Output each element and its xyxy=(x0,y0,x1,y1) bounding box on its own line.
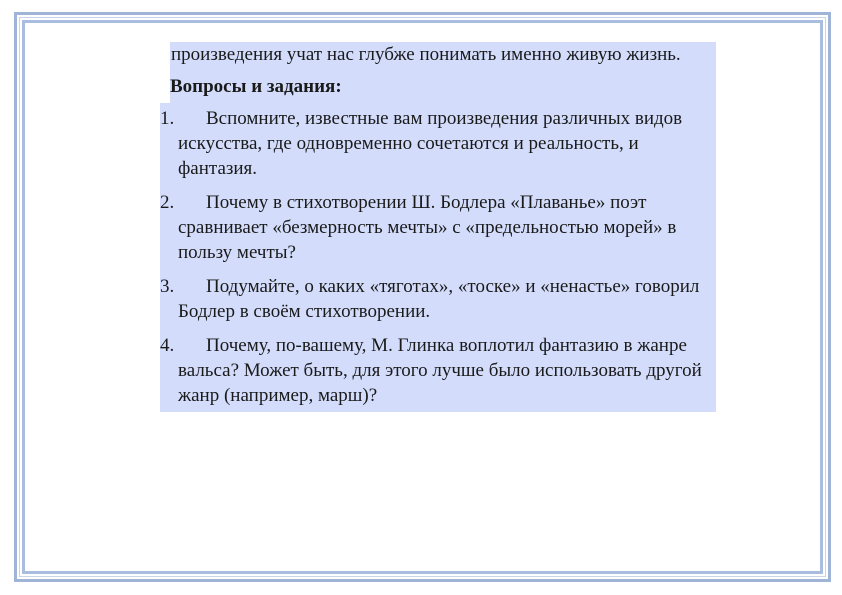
question-item xyxy=(160,330,716,412)
question-number: 2. xyxy=(160,192,175,213)
question-number: 1. xyxy=(160,108,175,129)
questions-list xyxy=(160,103,716,412)
question-text: Почему в стихотворении Ш. Бодлера «Плаванье» поэт сравнивает «безмерность мечты» с «предельностью морей» в пользу мечты? xyxy=(178,192,677,263)
question-item xyxy=(160,271,716,330)
question-item xyxy=(160,187,716,271)
question-number: 3. xyxy=(160,276,175,297)
questions-heading: Вопросы и задания: xyxy=(170,67,716,103)
intro-paragraph: произведения учат нас глубже понимать именно живую жизнь. xyxy=(170,42,716,67)
question-text: Вспомните, известные вам произведения различных видов искусства, где одновременно сочетаются и реальность, и фантазия. xyxy=(178,108,683,179)
question-item xyxy=(160,103,716,187)
question-text: Подумайте, о каких «тяготах», «тоске» и «ненастье» говорил Бодлер в своём стихотворении. xyxy=(178,276,700,322)
question-number: 4. xyxy=(160,335,175,356)
question-text: Почему, по-вашему, М. Глинка воплотил фантазию в жанре вальса? Может быть, для этого лучше было использовать другой жанр (например, марш)? xyxy=(178,335,702,406)
slide-content xyxy=(160,42,716,412)
